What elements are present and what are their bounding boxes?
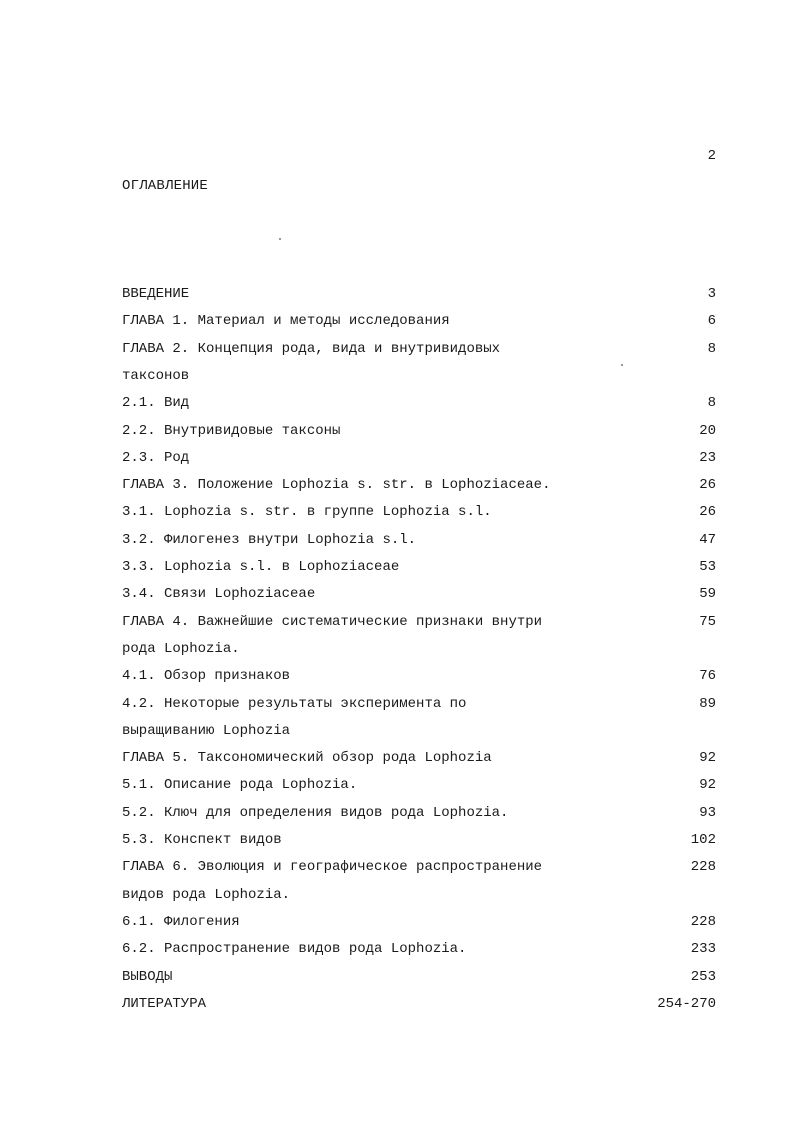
toc-entry [0,581,793,608]
toc-entry [0,745,793,772]
toc-entry-title: 4.2. Некоторые результаты эксперимента по [122,695,467,712]
toc-entry [0,609,793,636]
toc-entry [0,991,793,1018]
toc-entry-page: 8 [707,395,716,412]
toc-entry-title: 5.1. Описание рода Lophozia. [122,777,358,794]
toc-entry [0,854,793,881]
toc-entry-page: 23 [699,449,716,466]
toc-entry-page: 75 [699,613,716,630]
toc-entry [0,936,793,963]
toc-entry-page: 233 [690,941,716,958]
toc-entry [0,691,793,718]
toc-entry [0,636,793,663]
toc-entry-title: ВЫВОДЫ [122,968,173,985]
toc-entry-page: 76 [699,668,716,685]
toc-entry [0,772,793,799]
toc-entry-page: 92 [699,750,716,767]
toc-entry [0,827,793,854]
toc-entry-title: ГЛАВА 1. Материал и методы исследования [122,313,450,330]
toc-entry-title: 2.2. Внутривидовые таксоны [122,422,341,439]
toc-entry-title: рода Lophozia. [122,640,240,657]
toc-entry [0,390,793,417]
toc-entry-page: 102 [690,832,716,848]
toc-entry-page: 228 [690,913,716,930]
toc-entry-page: 20 [699,422,716,439]
toc-title: ОГЛАВЛЕНИЕ [122,178,209,194]
toc-entry-page: 253 [690,968,716,985]
toc-entry [0,281,793,308]
toc-entry-page: 8 [707,340,716,357]
toc-entry-page: 26 [699,477,716,494]
toc-entry-page: 92 [699,777,716,794]
toc-entry-title: ЛИТЕРАТУРА [122,995,207,1012]
toc-entry [0,418,793,445]
toc-entry [0,445,793,472]
toc-entry [0,800,793,827]
toc-entry-title: таксонов [122,367,190,384]
toc-entry-title: 3.3. Lophozia s.l. в Lophoziaceae [122,559,400,575]
toc-entry-page: 59 [699,586,716,603]
toc-entry-title: ГЛАВА 6. Эволюция и географическое распространение [122,859,543,876]
toc-entry-title: 5.2. Ключ для определения видов рода Lophozia. [122,804,509,821]
toc-entry-title: ГЛАВА 3. Положение Lophozia s. str. в Lophoziaceae. [122,477,551,494]
toc-entry [0,472,793,499]
toc-entry-title: 2.1. Вид [122,395,190,412]
toc-entry [0,363,793,390]
toc-entry-title: выращиванию Lophozia [122,722,291,739]
toc-entry-page: 89 [699,695,716,712]
toc-entry-title: 2.3. Род [122,449,190,466]
toc-entry-title: 3.4. Связи Lophoziaceae [122,586,316,603]
toc-entry [0,499,793,526]
toc-entry-title: 6.1. Филогения [122,913,240,930]
toc-entry [0,527,793,554]
toc-entry [0,336,793,363]
page-number: 2 [707,148,716,164]
toc-entry-page: 93 [699,804,716,821]
toc-entry-title: ГЛАВА 4. Важнейшие систематические признаки внутри [122,613,543,630]
toc-entry [0,882,793,909]
toc-entry-page: 47 [699,531,716,548]
toc-entry-page: 26 [699,504,716,521]
toc-entry [0,718,793,745]
toc-entry-title: 6.2. Распространение видов рода Lophozia. [122,941,467,958]
toc-entry-title: ГЛАВА 5. Таксономический обзор рода Lophozia [122,750,492,767]
scan-speck [279,238,281,240]
toc-entry-title: ВВЕДЕНИЕ [122,286,190,302]
toc-entry-title: 4.1. Обзор признаков [122,668,291,685]
toc-entry-page: 53 [699,559,716,575]
toc-entry [0,308,793,335]
toc-entry-page: 254-270 [657,995,716,1012]
toc-entry-page: 228 [690,859,716,876]
toc-entry [0,663,793,690]
toc-entry-title: ГЛАВА 2. Концепция рода, вида и внутривидовых [122,340,501,357]
toc-entry-title: 3.1. Lophozia s. str. в группе Lophozia s.l. [122,504,492,521]
toc-entry-title: 3.2. Филогенез внутри Lophozia s.l. [122,531,417,548]
toc-entry-title: видов рода Lophozia. [122,886,291,903]
toc-entry [0,554,793,581]
toc-entry-page: 6 [707,313,716,330]
toc-entry-page: 3 [707,286,716,302]
toc-entry [0,909,793,936]
toc-entry [0,964,793,991]
toc-entry-title: 5.3. Конспект видов [122,832,282,848]
